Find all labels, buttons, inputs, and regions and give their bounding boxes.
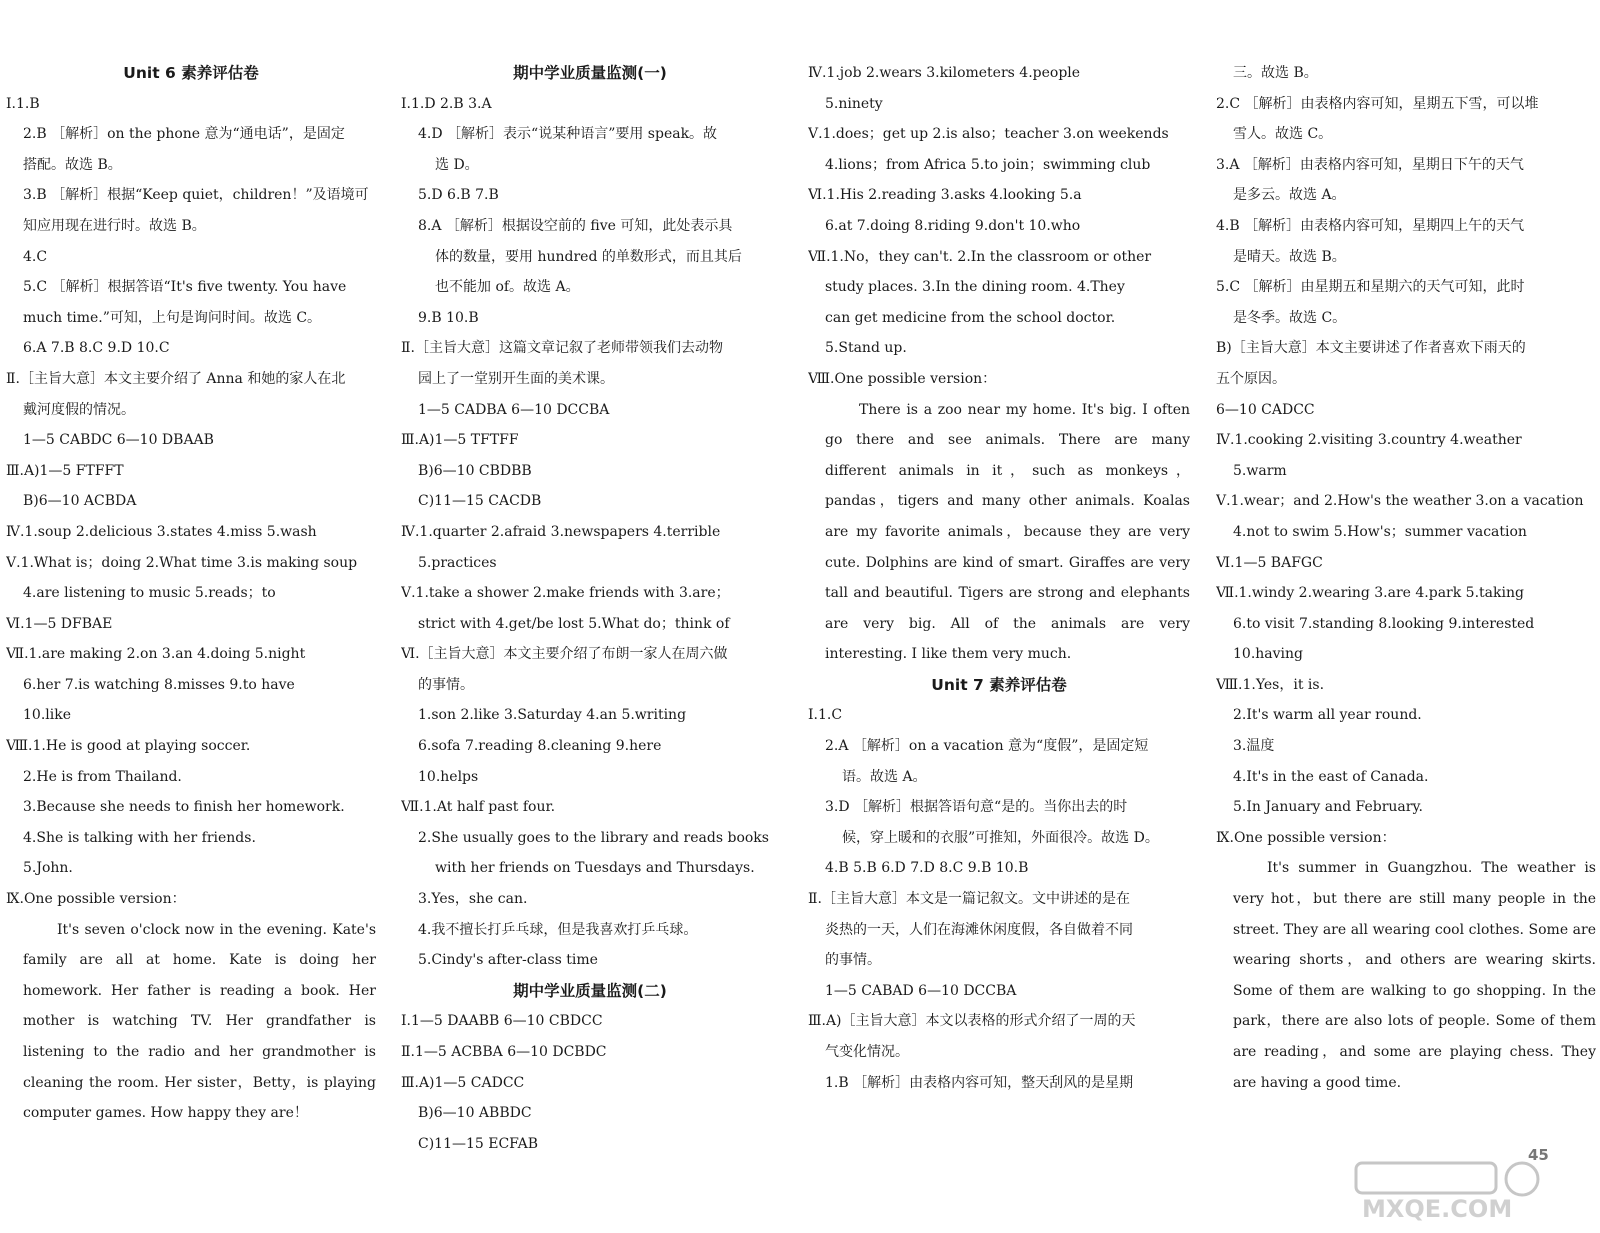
answer-line: 3.D ［解析］根据答语句意“是的。当你出去的时 [825,799,1128,816]
answer-line: 3.Yes，she can. [418,891,528,908]
answer-line: Ⅶ.1.windy 2.wearing 3.are 4.park 5.taking [1216,585,1524,602]
answer-line: 10.having [1233,646,1303,663]
answer-line: 5.C ［解析］根据答语“It's five twenty. You have [23,279,347,296]
answer-line: 1—5 CABAD 6—10 DCCBA [825,982,1017,999]
answer-line: 4.lions；from Africa 5.to join；swimming club [825,156,1151,173]
answer-line: 4.C [23,248,48,265]
answer-line: 4.我不擅长打乒乓球，但是我喜欢打乒乓球。 [418,921,698,938]
section-heading: Unit 7 素养评估卷 [931,675,1067,694]
answer-line: 3.Because she needs to finish her homework. [23,799,345,816]
answer-line: 2.B ［解析］on the phone 意为“通电话”，是固定 [23,126,345,143]
section-heading: 期中学业质量监测(一) [513,64,667,82]
answer-line: 3.B ［解析］根据“Keep quiet，children！”及语境可 [23,187,369,204]
answer-line: Ⅸ.One possible version： [6,891,186,908]
answer-line: 体的数量，要用 hundred 的单数形式，而且其后 [435,248,742,265]
answer-line: 1.son 2.like 3.Saturday 4.an 5.writing [418,707,687,724]
answer-line: 5.warm [1233,462,1287,479]
answer-line: 6.sofa 7.reading 8.cleaning 9.here [418,738,662,755]
answer-line: 炎热的一天，人们在海滩休闲度假，各自做着不同 [825,921,1133,938]
column-3 [808,58,1190,1098]
answer-line: 是冬季。故选 C。 [1233,309,1347,326]
column-1 [6,58,376,1129]
answer-line: B)6—10 ACBDA [23,493,137,510]
answer-line: Ⅲ.A)1—5 FTFFT [6,462,124,479]
answer-line: 5.Stand up. [825,340,907,357]
answer-line: 是晴天。故选 B。 [1233,248,1346,265]
essay-paragraph: It's summer in Guangzhou. The weather is very hot，but there are still many people in the street. They are all wearing cool clothes. Some are wearing shorts，and others are wearing skirts. Some of them are walking to go shopping. In the park，there are also lots of people. Some of them are reading，and some are playing chess. They are having a good time. [1233,860,1596,1091]
answer-line: 4.not to swim 5.How's；summer vacation [1233,523,1527,540]
answer-line: 5.C ［解析］由星期五和星期六的天气可知，此时 [1216,279,1525,296]
answer-line: 5.In January and February. [1233,799,1423,816]
answer-line: 10.like [23,707,71,724]
answer-line: Ⅷ.One possible version： [808,370,997,387]
answer-line: 6.her 7.is watching 8.misses 9.to have [23,676,295,693]
answer-line: 也不能加 of。故选 A。 [435,279,580,296]
essay-paragraph: There is a zoo near my home. It's big. I often go there and see animals. There are many different animals in it，such as monkeys，pandas，tigers and many other animals. Koalas are my favorite animals，because they are very cute. Dolphins are kind of smart. Giraffes are very tall and beautiful. Tigers are strong and elephants are very big. All of the animals are very interesting. I like them very much. [825,401,1190,663]
answer-line: C)11—15 CACDB [418,493,542,510]
answer-line: Ⅰ.1.C [808,707,843,724]
answer-line: Ⅷ.1.Yes，it is. [1216,676,1325,693]
answer-line: 3.温度 [1233,738,1275,755]
answer-line: 8.A ［解析］根据设空前的 five 可知，此处表示具 [418,217,733,234]
answer-line: Ⅲ.A)1—5 TFTFF [401,432,519,449]
answer-line: 搭配。故选 B。 [23,156,122,173]
answer-line: 雪人。故选 C。 [1233,126,1333,143]
answer-line: Ⅳ.1.soup 2.delicious 3.states 4.miss 5.wash [6,523,317,540]
answer-line: 1—5 CADBA 6—10 DCCBA [418,401,610,418]
answer-line: Ⅴ.1.take a shower 2.make friends with 3.are； [401,585,730,602]
answer-line: 5.Cindy's after-class time [418,952,598,969]
answer-line: B)［主旨大意］本文主要讲述了作者喜欢下雨天的 [1216,340,1526,357]
answer-line: Ⅵ.1—5 DFBAE [6,615,113,632]
answer-line: 2.A ［解析］on a vacation 意为“度假”，是固定短 [825,738,1149,755]
essay-paragraph: It's seven o'clock now in the evening. Kate's family are all at home. Kate is doing her homework. Her father is reading a book. Her mother is watching TV. Her grandfather is listening to the radio and her grandmother is cleaning the room. Her sister，Betty，is playing computer games. How happy they are！ [23,921,376,1122]
answer-line: 2.He is from Thailand. [23,768,182,785]
answer-line: Ⅳ.1.cooking 2.visiting 3.country 4.weather [1216,432,1522,449]
answer-line: much time.”可知，上句是询问时间。故选 C。 [23,309,322,326]
answer-line: 三。故选 B。 [1233,65,1318,81]
answer-line: 3.A ［解析］由表格内容可知，星期日下午的天气 [1216,156,1524,173]
answer-line: Ⅶ.1.No，they can't. 2.In the classroom or other [808,248,1152,265]
answer-line: Ⅰ.1.D 2.B 3.A [401,95,492,112]
answer-line: 5.practices [418,554,497,571]
answer-stamp-logo-icon [1352,1157,1562,1223]
answer-line: Ⅴ.1.does；get up 2.is also；teacher 3.on weekends [808,126,1169,143]
answer-line: strict with 4.get/be lost 5.What do；think of [418,615,730,632]
answer-line: 6.A 7.B 8.C 9.D 10.C [23,340,170,357]
answer-line: Ⅷ.1.He is good at playing soccer. [6,738,251,755]
answer-line: Ⅱ.［主旨大意］这篇文章记叙了老师带领我们去动物 [401,340,723,357]
answer-line: 园上了一堂别开生面的美术课。 [418,370,614,387]
answer-line: Ⅴ.1.wear；and 2.How's the weather 3.on a vacation [1216,493,1584,510]
answer-line: Ⅰ.1—5 DAABB 6—10 CBDCC [401,1013,603,1030]
answer-line: Ⅲ.A)［主旨大意］本文以表格的形式介绍了一周的天 [808,1013,1136,1030]
answer-line: 4.B 5.B 6.D 7.D 8.C 9.B 10.B [825,860,1029,877]
answer-line: with her friends on Tuesdays and Thursdays. [435,860,755,877]
answer-line: B)6—10 ABBDC [418,1105,532,1122]
answer-line: Ⅵ.1—5 BAFGC [1216,554,1323,571]
answer-line: 6—10 CADCC [1216,401,1315,418]
answer-line: Ⅴ.1.What is；doing 2.What time 3.is making soup [6,554,358,571]
answer-line: 6.at 7.doing 8.riding 9.don't 10.who [825,217,1081,234]
answer-line: 10.helps [418,768,479,785]
answer-line: Ⅸ.One possible version： [1216,829,1396,846]
answer-line: 知应用现在进行时。故选 B。 [23,217,206,234]
answer-line: 2.C ［解析］由表格内容可知，星期五下雪，可以堆 [1216,95,1539,112]
answer-line: study places. 3.In the dining room. 4.They [825,279,1125,296]
answer-line: 6.to visit 7.standing 8.looking 9.interested [1233,615,1535,632]
answer-line: Ⅶ.1.are making 2.on 3.an 4.doing 5.night [6,646,306,663]
answer-line: 的事情。 [825,952,881,969]
answer-line: 4.B ［解析］由表格内容可知，星期四上午的天气 [1216,217,1525,234]
answer-line: 5.John. [23,860,73,877]
column-4 [1216,58,1596,1098]
answer-line: 9.B 10.B [418,309,479,326]
answer-line: Ⅱ.［主旨大意］本文是一篇记叙文。文中讲述的是在 [808,891,1130,908]
answer-line: Ⅵ.1.His 2.reading 3.asks 4.looking 5.a [808,187,1082,204]
answer-line: Ⅱ.1—5 ACBBA 6—10 DCBDC [401,1044,607,1060]
answer-line: 5.D 6.B 7.B [418,187,499,204]
column-2 [401,58,779,1159]
answer-line: B)6—10 CBDBB [418,462,532,479]
answer-line: can get medicine from the school doctor. [825,309,1116,326]
answer-line: 5.ninety [825,95,883,112]
answer-line: 语。故选 A。 [842,768,927,785]
answer-line: 4.are listening to music 5.reads；to [23,585,276,602]
answer-line: 五个原因。 [1216,370,1286,387]
answer-line: 戴河度假的情况。 [23,401,135,418]
answer-line: 2.It's warm all year round. [1233,707,1422,724]
answer-line: 1.B ［解析］由表格内容可知，整天刮风的是星期 [825,1074,1134,1091]
answer-line: 4.It's in the east of Canada. [1233,768,1429,785]
answer-line: Ⅶ.1.At half past four. [401,799,556,816]
answer-line: C)11—15 ECFAB [418,1135,539,1152]
page-number: 45 [1528,1146,1549,1164]
answer-line: 选 D。 [435,156,479,173]
answer-line: Ⅲ.A)1—5 CADCC [401,1074,525,1091]
answer-line: 1—5 CABDC 6—10 DBAAB [23,432,214,449]
answer-line: 4.D ［解析］表示“说某种语言”要用 speak。故 [418,126,718,143]
watermark-text: MXQE.COM [1362,1195,1513,1223]
answer-line: Ⅵ.［主旨大意］本文主要介绍了布朗一家人在周六做 [401,646,728,663]
answer-line: Ⅰ.1.B [6,95,40,112]
answer-line: 的事情。 [418,676,474,693]
section-heading: Unit 6 素养评估卷 [123,64,259,82]
section-heading: 期中学业质量监测(二) [513,981,667,1000]
answer-line: 2.She usually goes to the library and reads books [418,829,769,846]
answer-line: 气变化情况。 [825,1044,909,1060]
answer-line: Ⅱ.［主旨大意］本文主要介绍了 Anna 和她的家人在北 [6,370,346,387]
answer-line: 候，穿上暖和的衣服”可推知，外面很冷。故选 D。 [842,829,1159,846]
answer-line: Ⅳ.1.job 2.wears 3.kilometers 4.people [808,65,1081,81]
answer-line: Ⅳ.1.quarter 2.afraid 3.newspapers 4.terrible [401,523,721,540]
answer-line: 是多云。故选 A。 [1233,187,1346,204]
answer-line: 4.She is talking with her friends. [23,829,256,846]
